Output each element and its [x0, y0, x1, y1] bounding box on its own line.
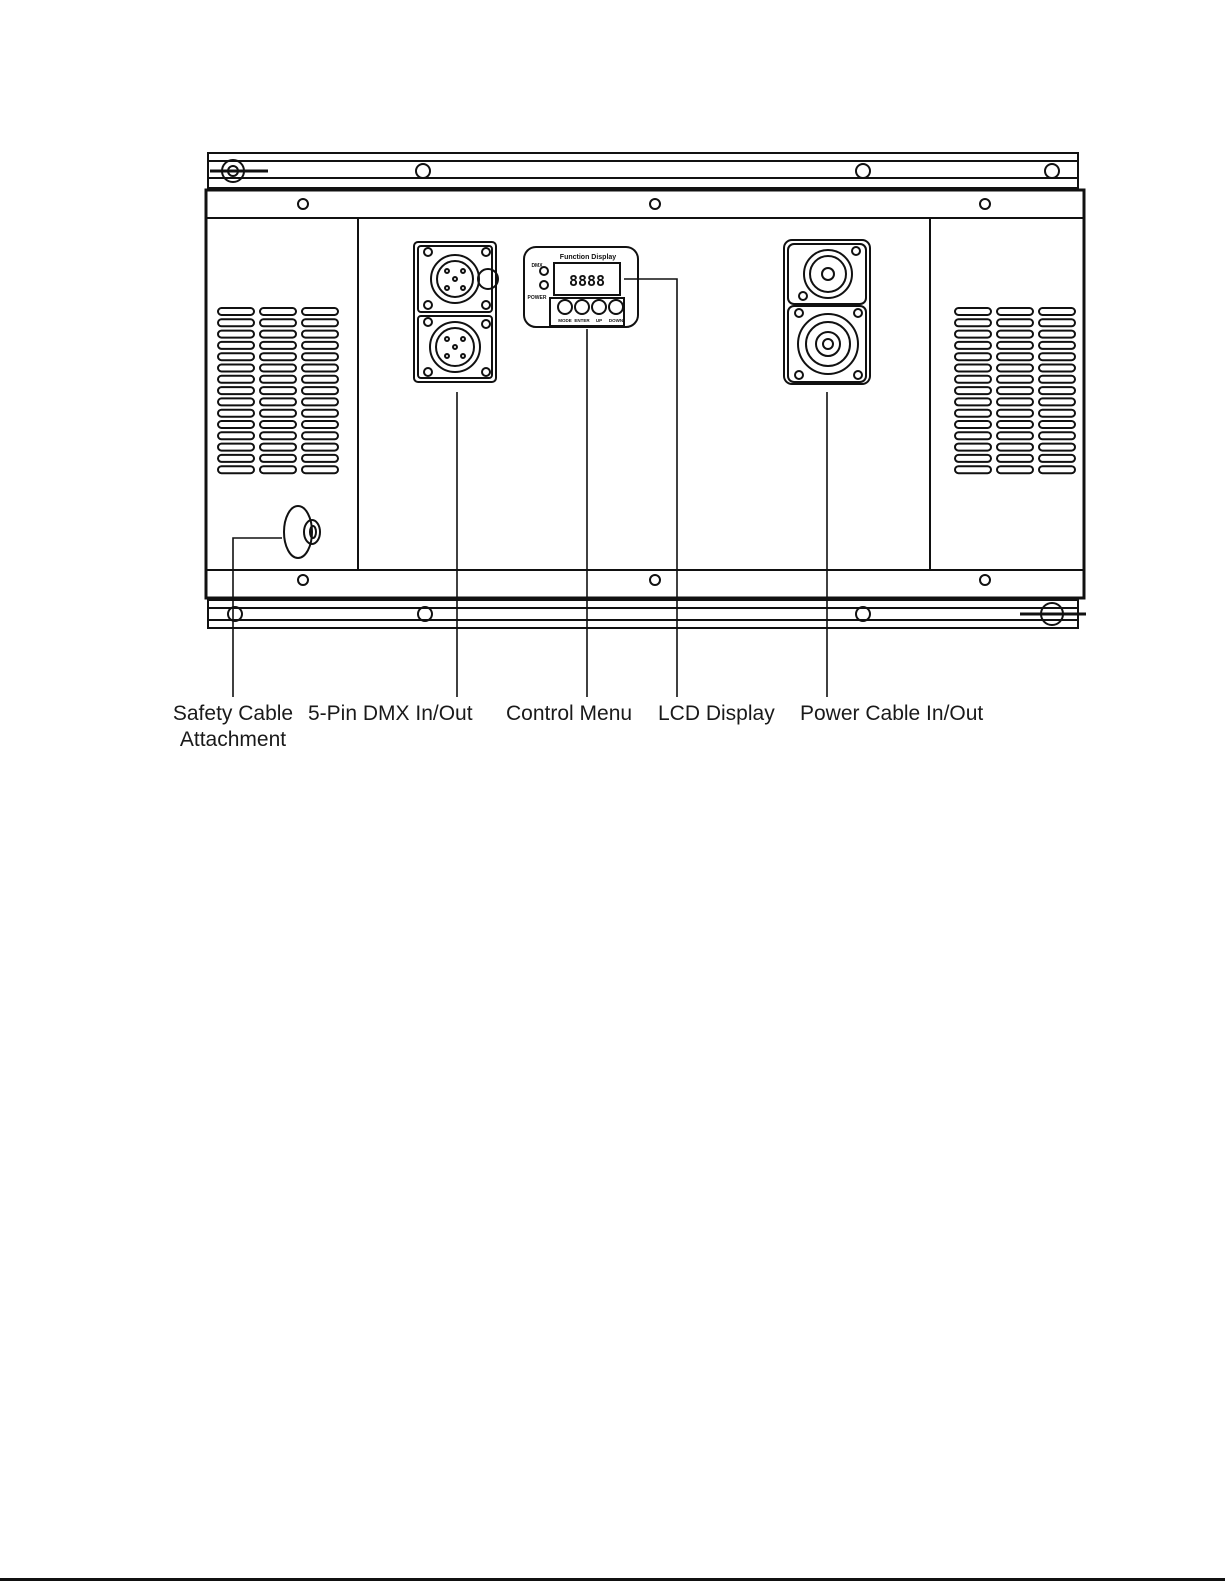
vent-slot — [218, 455, 254, 462]
vent-slot — [302, 387, 338, 394]
vent-slot — [260, 421, 296, 428]
vent-slot — [997, 444, 1033, 451]
power-out-icon — [795, 309, 862, 379]
vent-slot — [997, 410, 1033, 417]
vent-slot — [955, 376, 991, 383]
panel-title: Function Display — [559, 254, 617, 261]
vent-slot — [260, 353, 296, 360]
vent-slot — [1039, 455, 1075, 462]
vent-slot — [302, 319, 338, 326]
vent-slot — [260, 410, 296, 417]
vent-slot — [997, 308, 1033, 315]
xlr-in-icon — [424, 248, 498, 309]
vent-slot — [997, 421, 1033, 428]
vent-slot — [997, 353, 1033, 360]
vent-slot — [1039, 398, 1075, 405]
vent-slot — [218, 365, 254, 372]
vent-slot — [218, 342, 254, 349]
vent-slot — [955, 353, 991, 360]
vent-slot — [955, 342, 991, 349]
vent-slot — [997, 398, 1033, 405]
callout-safety-line1: Safety Cable — [172, 702, 294, 725]
leader-lcd — [624, 279, 677, 697]
vent-slot — [1039, 421, 1075, 428]
up-button-icon[interactable] — [592, 300, 606, 314]
vent-grille-right — [955, 308, 1075, 473]
lcd-readout: 8888 — [568, 272, 606, 290]
vent-slot — [997, 319, 1033, 326]
vent-slot — [1039, 444, 1075, 451]
vent-slot — [218, 421, 254, 428]
vent-slot — [218, 387, 254, 394]
vent-slot — [260, 387, 296, 394]
vent-slot — [1039, 432, 1075, 439]
vent-slot — [260, 331, 296, 338]
vent-slot — [218, 398, 254, 405]
callout-lcd-display: LCD Display — [658, 702, 775, 725]
vent-slot — [955, 319, 991, 326]
vent-slot — [955, 365, 991, 372]
vent-slot — [955, 398, 991, 405]
vent-slot — [302, 432, 338, 439]
vent-slot — [302, 421, 338, 428]
vent-slot — [1039, 387, 1075, 394]
vent-slot — [997, 376, 1033, 383]
power-in-icon — [799, 247, 860, 300]
vent-slot — [1039, 342, 1075, 349]
vent-slot — [260, 432, 296, 439]
vent-slot — [302, 466, 338, 473]
main-housing — [206, 190, 1084, 598]
vent-slot — [1039, 410, 1075, 417]
vent-slot — [1039, 365, 1075, 372]
vent-slot — [218, 410, 254, 417]
page-bottom-rule — [0, 1578, 1225, 1581]
vent-slot — [218, 432, 254, 439]
vent-slot — [997, 365, 1033, 372]
power-indicator-label: POWER — [527, 295, 547, 301]
top-rail — [208, 153, 1078, 188]
vent-slot — [997, 331, 1033, 338]
vent-slot — [997, 342, 1033, 349]
vent-slot — [260, 466, 296, 473]
vent-slot — [302, 342, 338, 349]
mode-label: MODE — [558, 318, 572, 323]
dmx-connectors — [414, 242, 498, 382]
vent-slot — [1039, 466, 1075, 473]
vent-slot — [955, 432, 991, 439]
vent-slot — [302, 365, 338, 372]
enter-button-icon[interactable] — [575, 300, 589, 314]
vent-slot — [1039, 331, 1075, 338]
vent-slot — [302, 308, 338, 315]
vent-slot — [302, 353, 338, 360]
vent-slot — [218, 376, 254, 383]
vent-slot — [218, 466, 254, 473]
vent-slot — [955, 308, 991, 315]
vent-slot — [1039, 308, 1075, 315]
vent-slot — [218, 331, 254, 338]
callout-safety-line2: Attachment — [179, 728, 287, 751]
vent-slot — [955, 331, 991, 338]
vent-slot — [955, 421, 991, 428]
xlr-out-icon — [424, 318, 490, 376]
vent-slot — [260, 342, 296, 349]
vent-slot — [218, 444, 254, 451]
up-label: UP — [595, 318, 603, 323]
power-led-icon — [540, 281, 548, 289]
vent-slot — [997, 466, 1033, 473]
vent-slot — [218, 319, 254, 326]
vent-slot — [218, 353, 254, 360]
vent-slot — [955, 466, 991, 473]
mode-button-icon[interactable] — [558, 300, 572, 314]
callout-safety-cable — [168, 702, 298, 752]
enter-label: ENTER — [574, 318, 590, 323]
vent-slot — [260, 365, 296, 372]
vent-slot — [302, 410, 338, 417]
vent-slot — [997, 455, 1033, 462]
vent-slot — [955, 387, 991, 394]
vent-grille-left — [218, 308, 338, 473]
vent-slot — [1039, 376, 1075, 383]
callout-dmx: 5-Pin DMX In/Out — [308, 702, 473, 725]
vent-slot — [260, 376, 296, 383]
vent-slot — [260, 319, 296, 326]
vent-slot — [302, 398, 338, 405]
control-buttons — [558, 300, 623, 314]
safety-cable-eyelet-icon — [284, 506, 320, 558]
vent-slot — [955, 455, 991, 462]
vent-slot — [218, 308, 254, 315]
vent-slot — [997, 432, 1033, 439]
vent-slot — [260, 308, 296, 315]
vent-slot — [302, 455, 338, 462]
vent-slot — [260, 444, 296, 451]
down-button-icon[interactable] — [609, 300, 623, 314]
vent-slot — [997, 387, 1033, 394]
vent-slot — [302, 376, 338, 383]
power-connectors — [784, 240, 870, 384]
screw-icon — [298, 199, 990, 585]
bottom-rail — [208, 600, 1086, 628]
vent-slot — [1039, 353, 1075, 360]
vent-slot — [955, 444, 991, 451]
vent-slot — [260, 398, 296, 405]
vent-slot — [302, 444, 338, 451]
vent-slot — [1039, 319, 1075, 326]
callout-control-menu: Control Menu — [506, 702, 633, 725]
vent-slot — [260, 455, 296, 462]
vent-slot — [955, 410, 991, 417]
vent-slot — [302, 331, 338, 338]
callout-power-cable: Power Cable In/Out — [800, 702, 984, 725]
dmx-indicator-label: DMX — [531, 263, 543, 269]
down-label: DOWN — [608, 318, 624, 323]
